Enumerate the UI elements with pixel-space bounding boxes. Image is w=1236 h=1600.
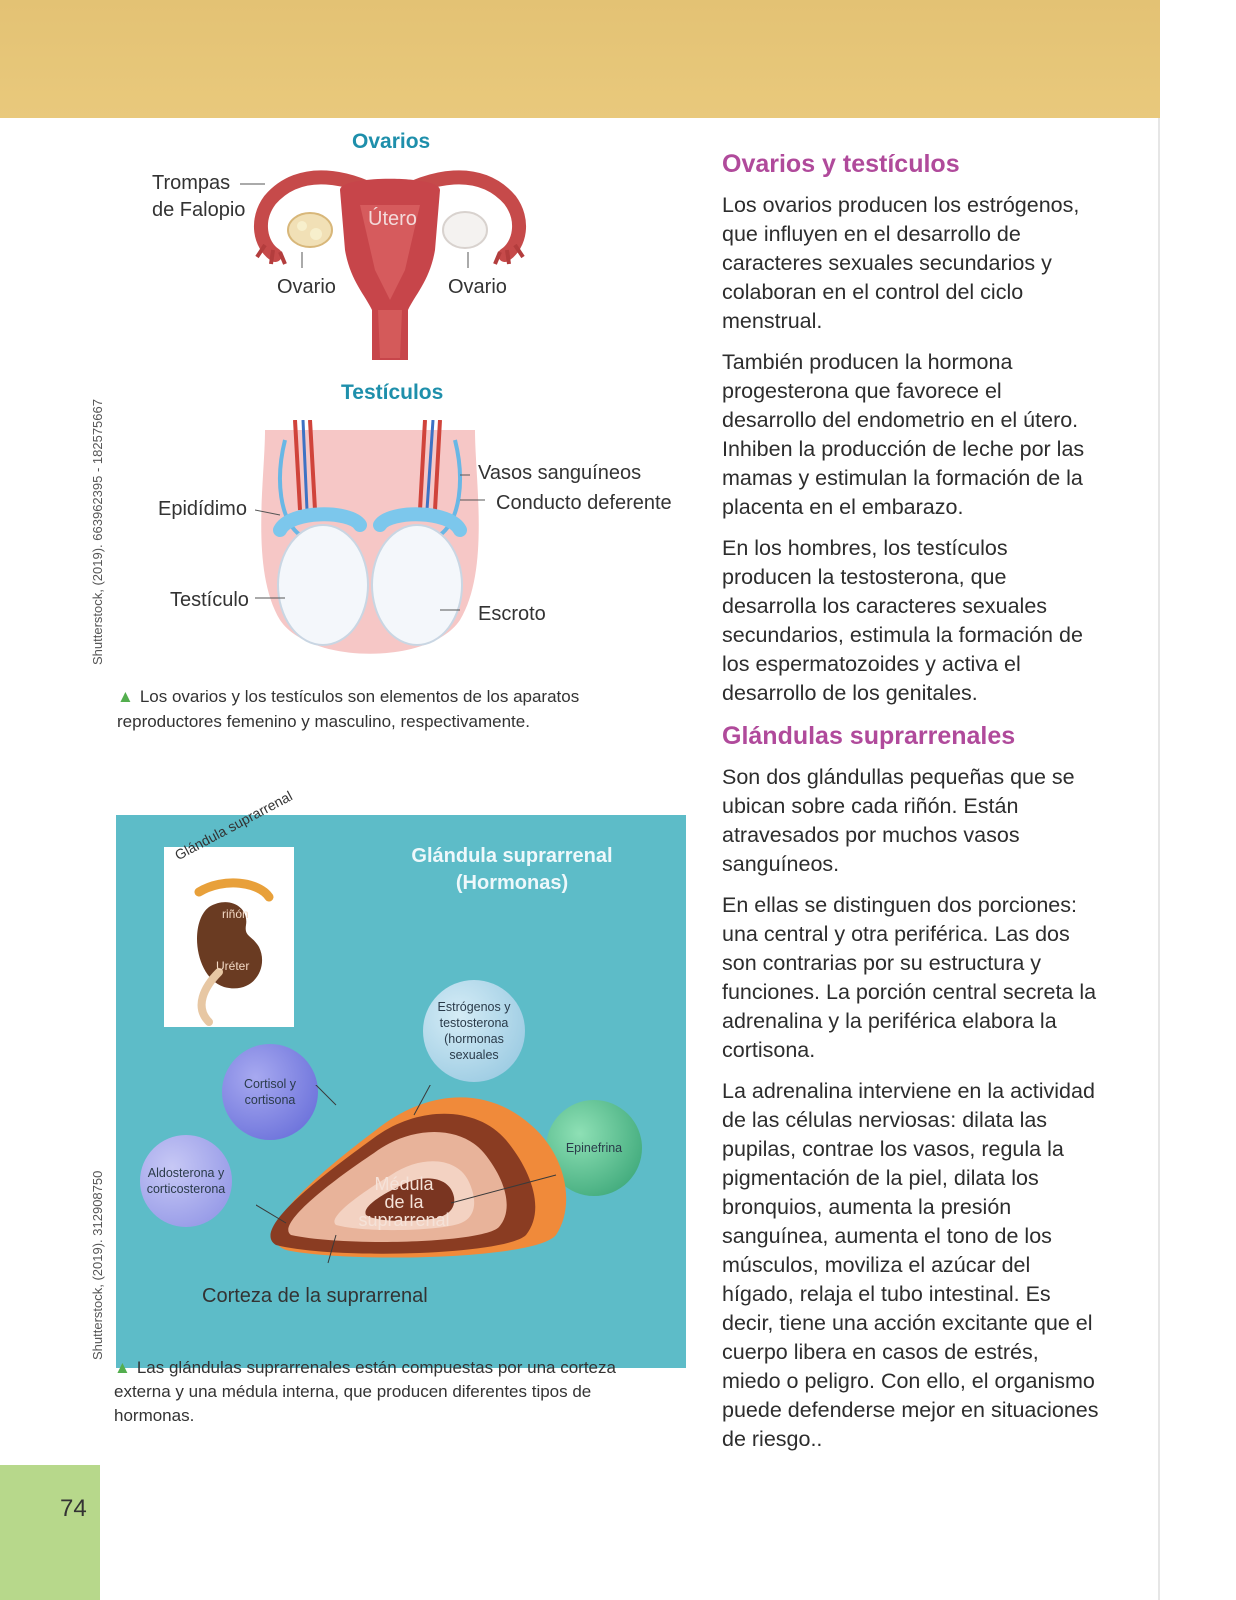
bubble-cortisol: Cortisol y cortisona	[222, 1044, 318, 1140]
label-fallopian-1: Trompas	[152, 172, 231, 194]
label-vas-deferens: Conducto deferente	[496, 492, 672, 514]
label-ovary-right: Ovario	[448, 276, 507, 298]
caption-triangle-icon: ▲	[117, 687, 134, 706]
caption-adrenal-line3: hormonas.	[114, 1406, 195, 1425]
paragraph-4: Son dos glándullas pequeñas que se ubican sobre cada riñón. Están atravesados por muchos vasos sanguíneos.	[722, 765, 1075, 876]
adrenal-title-line2: (Hormonas)	[455, 872, 569, 894]
page-number: 74	[60, 1495, 87, 1522]
bubble-aldosterone: Aldosterona y corticosterona	[140, 1135, 232, 1227]
kidney-illustration	[164, 847, 294, 1027]
label-uterus: Útero	[368, 208, 417, 230]
caption-adrenal-line1: Las glándulas suprarrenales están compuestas por una corteza	[136, 1358, 616, 1377]
inset-gland-label: Glándula suprarrenal	[172, 787, 295, 864]
cortex-label: Corteza de la suprarrenal	[202, 1285, 428, 1307]
caption-adrenal-line2: externa y una médula interna, que producen diferentes tipos de	[114, 1382, 592, 1401]
label-testicle: Testículo	[170, 589, 249, 611]
paragraph-6: La adrenalina interviene en la actividad de las células nerviosas: dilata las pupilas, contrae los vasos, regula la pigmentación de la piel, dilata los bronquios, aumenta la presión sanguínea, aumenta el tono de los músculos, moviliza el azúcar del hígado, relaja el tubo intestinal. Es decir, tiene una acción excitante que el cuerpo libera en casos de estrés, miedo o peligro. Con ello, el organismo puede defenderse mejor en situaciones de riesgo..	[722, 1079, 1099, 1451]
ovaries-title: Ovarios	[352, 130, 431, 153]
inset-ureter-label: Uréter	[216, 959, 250, 973]
caption-reproductive-line2: reproductores femenino y masculino, respectivamente.	[117, 712, 530, 731]
bubble-epinephrine: Epinefrina	[546, 1100, 642, 1196]
caption-triangle-icon: ▲	[114, 1358, 131, 1377]
label-fallopian-2: de Falopio	[152, 199, 246, 221]
caption-reproductive-line1: Los ovarios y los testículos son elementos de los aparatos	[139, 687, 580, 706]
heading-adrenal-glands: Glándulas suprarrenales	[722, 722, 1016, 750]
page-number-tab	[0, 1465, 100, 1600]
caption-adrenal	[114, 1356, 674, 1428]
text-column	[722, 150, 1102, 1466]
heading-ovaries-testicles: Ovarios y testículos	[722, 150, 960, 178]
photo-credit-adrenal: Shutterstock, (2019). 312908750	[90, 1170, 105, 1360]
label-scrotum: Escroto	[478, 603, 546, 625]
header-band	[0, 0, 1160, 118]
testes-title: Testículos	[341, 381, 444, 404]
adrenal-title-line1: Glándula suprarrenal	[411, 845, 613, 867]
testes-illustration	[255, 420, 485, 660]
adrenal-title	[362, 843, 662, 897]
caption-reproductive	[117, 684, 677, 734]
inset-kidney-label: riñón	[222, 907, 249, 921]
label-ovary-left: Ovario	[277, 276, 336, 298]
medulla-label: Médula de la suprarrenal	[358, 1174, 450, 1230]
label-blood-vessels: Vasos sanguíneos	[478, 462, 642, 484]
page-margin	[1160, 0, 1236, 1600]
bubble-sex-hormones: Estrógenos y testosterona (hormonas sexuales	[423, 980, 525, 1082]
page-edge-line	[1158, 118, 1160, 1600]
paragraph-2: También producen la hormona progesterona que favorece el desarrollo del endometrio en el útero. Inhiben la producción de leche por las mamas y estimulan la formación de la placenta en el embarazo.	[722, 350, 1085, 519]
adrenal-figure	[116, 787, 686, 1368]
uterus-illustration	[240, 160, 540, 370]
kidney-inset	[164, 787, 295, 1027]
paragraph-1: Los ovarios producen los estrógenos, que influyen en el desarrollo de caracteres sexuales secundarios y colaboran en el control del ciclo menstrual.	[722, 193, 1080, 333]
photo-credit-reproductive: Shutterstock, (2019). 663962395 - 182575667	[90, 399, 105, 665]
paragraph-5: En ellas se distinguen dos porciones: una central y otra periférica. Las dos son contrarias por su estructura y funciones. La porción central secreta la adrenalina y la periférica elabora la cortisona.	[722, 893, 1097, 1062]
paragraph-3: En los hombres, los testículos producen la testosterona, que desarrolla los caracteres sexuales secundarios, estimula la formación de los espermatozoides y activa el desarrollo de los genitales.	[722, 536, 1083, 705]
label-epididymis: Epidídimo	[158, 498, 247, 520]
